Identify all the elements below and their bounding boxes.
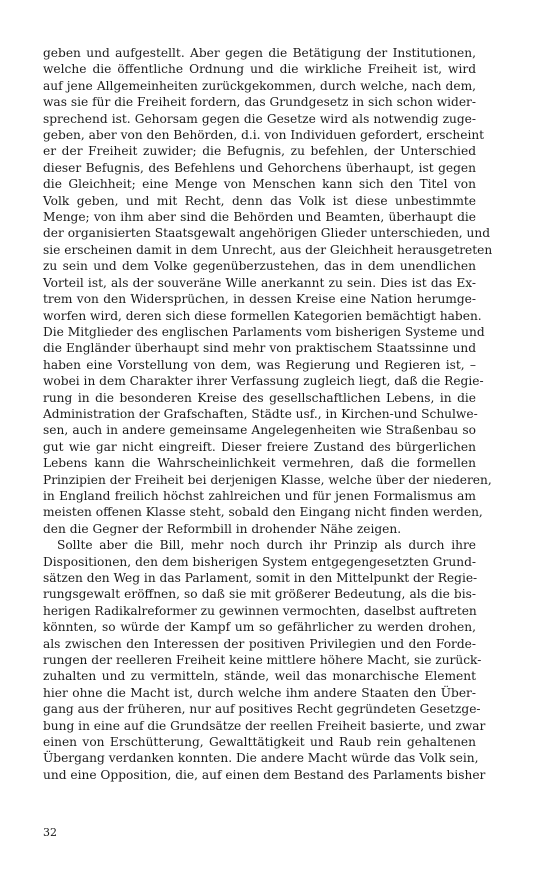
- text-line: auf jene Allgemeinheiten zurückgekommen, durch welche, nach dem,: [43, 78, 476, 93]
- text-line: haben eine Vorstellung von dem, was Regierung und Regieren ist, –: [43, 357, 476, 372]
- text-line: gang aus der früheren, nur auf positives Recht gegründeten Gesetzge-: [43, 702, 481, 717]
- text-line: einen von Erschütterung, Gewalttätigkeit und Raub rein gehaltenen: [43, 735, 476, 750]
- paragraph: [43, 45, 493, 537]
- text-line: hier ohne die Macht ist, durch welche ihm andere Staaten den Über-: [43, 685, 476, 700]
- text-line: rungsgewalt eröffnen, so daß sie mit größerer Bedeutung, als die bis-: [43, 587, 476, 602]
- text-line: Administration der Grafschaften, Städte usf., in Kirchen-und Schulwe-: [43, 406, 478, 421]
- text-line: Lebens kann die Wahrscheinlichkeit vermehren, daß die formellen: [43, 456, 476, 471]
- text-line: sen, auch in andere gemeinsame Angelegenheiten wie Straßenbau so: [43, 423, 476, 438]
- text-line: zu sein und dem Volke gegenüberzustehen, das in dem unendlichen: [43, 259, 476, 274]
- text-line: geben und aufgestellt. Aber gegen die Betätigung der Institutionen,: [43, 46, 476, 60]
- text-line: gut wie gar nicht eingreift. Dieser freiere Zustand des bürgerlichen: [43, 439, 476, 454]
- text-line: Vorteil ist, als der souveräne Wille anerkannt zu sein. Dies ist das Ex-: [43, 275, 476, 290]
- text-line: rungen der reelleren Freiheit keine mittlere höhere Macht, sie zurück-: [43, 653, 482, 668]
- text-line: der organisierten Staatsgewalt angehörigen Glieder unterschieden, und: [43, 226, 491, 241]
- text-line: zuhalten und zu vermitteln, stände, weil das monarchische Element: [43, 669, 476, 684]
- text-line: Volk geben, und mit Recht, denn das Volk ist diese unbestimmte: [43, 193, 476, 208]
- text-line: die Gleichheit; eine Menge von Menschen kann sich den Titel von: [43, 177, 476, 192]
- text-line: sätzen den Weg in das Parlament, somit in den Mittelpunkt der Regie-: [43, 571, 478, 585]
- text-line: meisten offenen Klasse steht, sobald den Eingang nicht finden werden,: [43, 505, 483, 520]
- text-line: in England freilich höchst zahlreichen und für jenen Formalismus am: [43, 488, 476, 503]
- page-number: 32: [43, 826, 57, 839]
- text-line: Menge; von ihm aber sind die Behörden und Beamten, überhaupt die: [43, 210, 476, 225]
- text-line: Dispositionen, den dem bisherigen System entgegengesetzten Grund-: [43, 554, 476, 569]
- text-line: dieser Befugnis, des Befehlens und Gehorchens überhaupt, ist gegen: [43, 160, 476, 175]
- text-line: worfen wird, deren sich diese formellen Kategorien bemächtigt haben.: [43, 308, 482, 323]
- page-body: [43, 45, 493, 783]
- text-line: bung in eine auf die Grundsätze der reellen Freiheit basierte, und zwar: [43, 718, 486, 733]
- text-line: Sollte aber die Bill, mehr noch durch ihr Prinzip als durch ihre: [57, 538, 476, 553]
- text-line: wobei in dem Charakter ihrer Verfassung zugleich liegt, daß die Regie-: [43, 374, 484, 389]
- paragraph: [43, 537, 486, 783]
- text-line: rung in die besonderen Kreise des gesellschaftlichen Lebens, in die: [43, 390, 476, 405]
- text-line: welche die öffentliche Ordnung und die wirkliche Freiheit ist, wird: [43, 62, 476, 77]
- text-line: könnten, so würde der Kampf um so gefährlicher zu werden drohen,: [43, 620, 476, 635]
- text-line: Die Mitglieder des englischen Parlaments vom bisherigen Systeme und: [43, 324, 485, 339]
- text-line: die Engländer überhaupt sind mehr von praktischem Staatssinne und: [43, 341, 476, 356]
- text-line: Übergang verdanken konnten. Die andere Macht würde das Volk sein,: [43, 751, 479, 766]
- text-line: als zwischen den Interessen der positiven Privilegien und den Forde-: [43, 636, 476, 651]
- text-line: trem von den Widersprüchen, in dessen Kreise eine Nation herumge-: [43, 292, 476, 307]
- text-line: den die Gegner der Reformbill in drohender Nähe zeigen.: [43, 521, 402, 536]
- text-line: sprechend ist. Gehorsam gegen die Gesetze wird als notwendig zuge-: [43, 111, 476, 126]
- text-line: sie erscheinen damit in dem Unrecht, aus der Gleichheit herausgetreten: [43, 242, 493, 257]
- text-line: er der Freiheit zuwider; die Befugnis, zu befehlen, der Unterschied: [43, 144, 476, 159]
- text-line: herigen Radikalreformer zu gewinnen vermochten, daselbst auftreten: [43, 603, 477, 618]
- text-line: und eine Opposition, die, auf einen dem Bestand des Parlaments bisher: [43, 767, 486, 782]
- text-line: was sie für die Freiheit fordern, das Grundgesetz in sich schon wider-: [43, 95, 476, 110]
- text-line: geben, aber von den Behörden, d.i. von Individuen gefordert, erscheint: [43, 128, 485, 143]
- text-line: Prinzipien der Freiheit bei derjenigen Klasse, welche über der niederen,: [43, 472, 492, 487]
